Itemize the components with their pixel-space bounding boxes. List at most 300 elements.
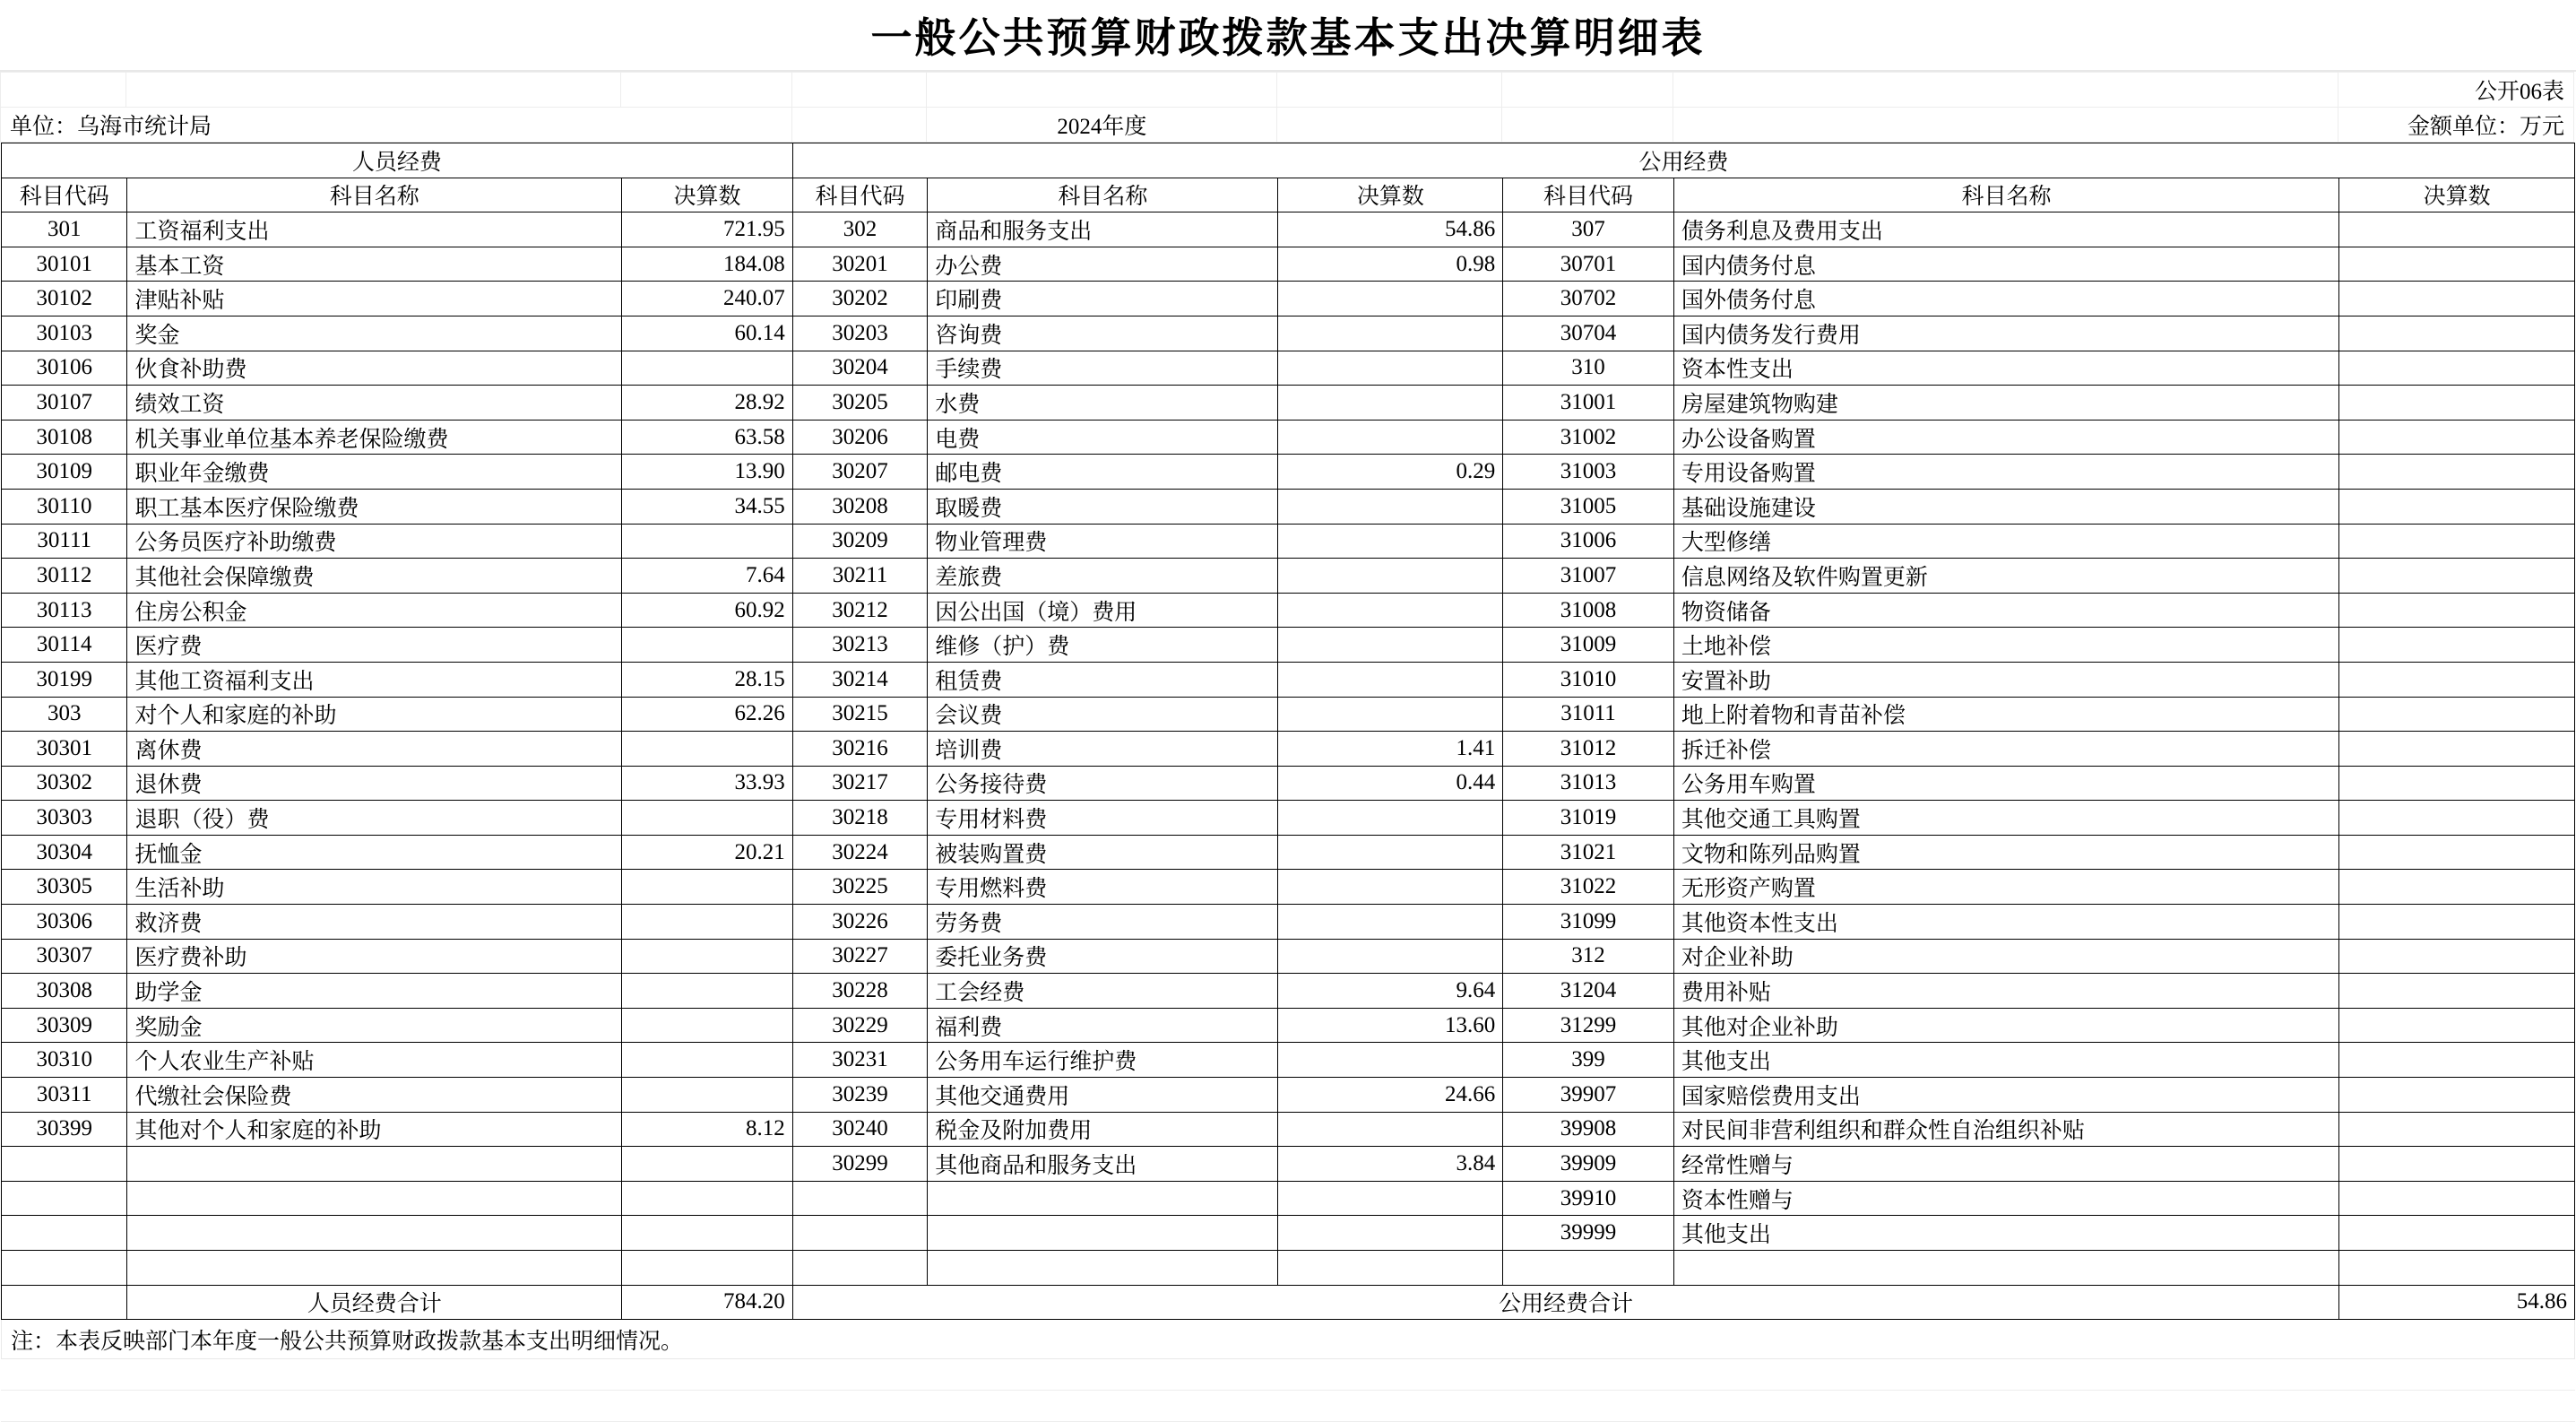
- cell-subject-name: 其他对个人和家庭的补助: [127, 1112, 622, 1147]
- cell-final-amount: [2339, 420, 2575, 455]
- table-row: [2, 1147, 2575, 1182]
- cell-subject-code: 30306: [2, 905, 127, 940]
- cell-subject-name: [127, 1147, 622, 1182]
- cell-final-amount: [622, 939, 793, 974]
- cell-subject-code: 31022: [1503, 870, 1674, 905]
- table-row: [2, 974, 2575, 1009]
- cell-final-amount: 13.60: [1278, 1008, 1503, 1043]
- cell-subject-name: 助学金: [127, 974, 622, 1009]
- cell-subject-code: 30214: [792, 662, 927, 697]
- cell-subject-name: 医疗费: [127, 628, 622, 663]
- cell-subject-name: 代缴社会保险费: [127, 1078, 622, 1113]
- cell-subject-name: 离休费: [127, 732, 622, 767]
- cell-subject-code: 30112: [2, 559, 127, 594]
- cell-subject-code: 30113: [2, 593, 127, 628]
- meta-row-form-number: [1, 73, 2574, 108]
- cell-final-amount: [2339, 766, 2575, 801]
- cell-final-amount: 60.92: [622, 593, 793, 628]
- cell-subject-code: 30308: [2, 974, 127, 1009]
- cell-final-amount: [1278, 386, 1503, 421]
- table-row: [2, 1216, 2575, 1251]
- cell-final-amount: [622, 905, 793, 940]
- table-row: [2, 939, 2575, 974]
- cell-subject-code: 30307: [2, 939, 127, 974]
- cell-subject-code: 30228: [792, 974, 927, 1009]
- cell-subject-code: 30302: [2, 766, 127, 801]
- page-title: 一般公共预算财政拨款基本支出决算明细表: [870, 15, 1706, 61]
- cell-final-amount: [2339, 593, 2575, 628]
- cell-subject-name: 国外债务付息: [1673, 282, 2338, 316]
- meta-row-unit-year: [1, 108, 2574, 143]
- cell-subject-name: 其他对企业补助: [1673, 1008, 2338, 1043]
- cell-subject-code: 30110: [2, 489, 127, 524]
- cell-subject-name: 维修（护）费: [928, 628, 1278, 663]
- form-number: 公开06表: [2338, 73, 2574, 108]
- cell-final-amount: [622, 1008, 793, 1043]
- cell-subject-name: 职业年金缴费: [127, 455, 622, 490]
- cell-final-amount: [2339, 1078, 2575, 1113]
- cell-final-amount: 7.64: [622, 559, 793, 594]
- meta-blank: [927, 73, 1277, 108]
- cell-subject-name: 公务员医疗补助缴费: [127, 524, 622, 559]
- col-header-name-2: 科目名称: [928, 178, 1278, 212]
- cell-subject-code: 30226: [792, 905, 927, 940]
- table-row: [2, 628, 2575, 663]
- cell-final-amount: [2339, 386, 2575, 421]
- cell-final-amount: 62.26: [622, 697, 793, 732]
- title-band: [0, 0, 2576, 72]
- cell-subject-name: [127, 1181, 622, 1216]
- table-row: [2, 282, 2575, 316]
- col-header-amount-3: 决算数: [2339, 178, 2575, 212]
- group-header-row: [2, 143, 2575, 178]
- cell-subject-name: 土地补偿: [1673, 628, 2338, 663]
- cell-subject-name: 伙食补助费: [127, 351, 622, 386]
- table-row: [2, 386, 2575, 421]
- cell-subject-code: 39908: [1503, 1112, 1674, 1147]
- cell-subject-code: 30225: [792, 870, 927, 905]
- cell-subject-code: 30304: [2, 835, 127, 870]
- cell-subject-code: [792, 1216, 927, 1251]
- cell-final-amount: [2339, 351, 2575, 386]
- cell-subject-name: 取暖费: [928, 489, 1278, 524]
- cell-final-amount: [622, 974, 793, 1009]
- cell-subject-code: 30207: [792, 455, 927, 490]
- cell-final-amount: [2339, 628, 2575, 663]
- cell-subject-code: 30208: [792, 489, 927, 524]
- cell-final-amount: [1278, 593, 1503, 628]
- cell-subject-name: 费用补贴: [1673, 974, 2338, 1009]
- cell-final-amount: [622, 870, 793, 905]
- col-header-amount-1: 决算数: [622, 178, 793, 212]
- cell-subject-code: [2, 1147, 127, 1182]
- cell-subject-name: 医疗费补助: [127, 939, 622, 974]
- table-row: [2, 732, 2575, 767]
- cell-subject-name: 生活补助: [127, 870, 622, 905]
- cell-final-amount: [1278, 835, 1503, 870]
- cell-subject-name: 商品和服务支出: [928, 212, 1278, 247]
- table-row: [2, 247, 2575, 282]
- cell-subject-name: [127, 1216, 622, 1251]
- cell-subject-code: 30201: [792, 247, 927, 282]
- cell-subject-code: 30209: [792, 524, 927, 559]
- unit-label: 单位：乌海市统计局: [1, 108, 792, 143]
- cell-final-amount: [2339, 974, 2575, 1009]
- cell-subject-code: 30399: [2, 1112, 127, 1147]
- cell-subject-name: 福利费: [928, 1008, 1278, 1043]
- totals-blank: [2, 1285, 127, 1320]
- cell-subject-name: 住房公积金: [127, 593, 622, 628]
- cell-final-amount: [2339, 524, 2575, 559]
- cell-subject-code: 30239: [792, 1078, 927, 1113]
- table-row: [2, 1008, 2575, 1043]
- cell-subject-name: 咨询费: [928, 316, 1278, 351]
- cell-subject-name: 津贴补贴: [127, 282, 622, 316]
- cell-subject-code: 310: [1503, 351, 1674, 386]
- cell-final-amount: [1278, 905, 1503, 940]
- fiscal-year: 2024年度: [927, 108, 1277, 143]
- cell-subject-name: 租赁费: [928, 662, 1278, 697]
- cell-subject-name: [928, 1251, 1278, 1286]
- cell-subject-code: 30704: [1503, 316, 1674, 351]
- cell-subject-code: 30240: [792, 1112, 927, 1147]
- cell-final-amount: 9.64: [1278, 974, 1503, 1009]
- cell-final-amount: [2339, 835, 2575, 870]
- cell-subject-code: 31099: [1503, 905, 1674, 940]
- cell-subject-code: 31002: [1503, 420, 1674, 455]
- col-header-amount-2: 决算数: [1278, 178, 1503, 212]
- table-row: [2, 697, 2575, 732]
- cell-subject-code: 399: [1503, 1043, 1674, 1078]
- cell-subject-code: 31008: [1503, 593, 1674, 628]
- cell-final-amount: [2339, 905, 2575, 940]
- cell-final-amount: [1278, 351, 1503, 386]
- public-total-value: 54.86: [2339, 1285, 2575, 1320]
- cell-subject-name: 其他商品和服务支出: [928, 1147, 1278, 1182]
- personnel-total-value: 784.20: [622, 1285, 793, 1320]
- cell-subject-code: 30231: [792, 1043, 927, 1078]
- cell-subject-name: 奖励金: [127, 1008, 622, 1043]
- cell-subject-name: [928, 1181, 1278, 1216]
- cell-subject-code: 30215: [792, 697, 927, 732]
- cell-subject-name: 邮电费: [928, 455, 1278, 490]
- cell-subject-code: 30106: [2, 351, 127, 386]
- cell-subject-code: 30202: [792, 282, 927, 316]
- cell-final-amount: [2339, 870, 2575, 905]
- totals-row: [2, 1285, 2575, 1320]
- cell-final-amount: [1278, 628, 1503, 663]
- table-body: [2, 212, 2575, 1285]
- cell-final-amount: [2339, 489, 2575, 524]
- cell-final-amount: [2339, 1147, 2575, 1182]
- cell-subject-code: 30107: [2, 386, 127, 421]
- cell-final-amount: [622, 628, 793, 663]
- table-row: [2, 835, 2575, 870]
- cell-final-amount: [1278, 1181, 1503, 1216]
- public-total-label: 公用经费合计: [792, 1285, 2338, 1320]
- cell-final-amount: 33.93: [622, 766, 793, 801]
- cell-subject-name: 电费: [928, 420, 1278, 455]
- cell-subject-name: 工资福利支出: [127, 212, 622, 247]
- cell-final-amount: [1278, 282, 1503, 316]
- cell-subject-code: 30204: [792, 351, 927, 386]
- cell-final-amount: 34.55: [622, 489, 793, 524]
- cell-subject-name: 其他交通费用: [928, 1078, 1278, 1113]
- filler-row: [1, 1391, 2575, 1422]
- cell-subject-code: 31204: [1503, 974, 1674, 1009]
- cell-subject-name: 基础设施建设: [1673, 489, 2338, 524]
- cell-subject-name: 其他交通工具购置: [1673, 801, 2338, 836]
- col-header-code-1: 科目代码: [2, 178, 127, 212]
- cell-subject-name: 水费: [928, 386, 1278, 421]
- cell-final-amount: 54.86: [1278, 212, 1503, 247]
- cell-final-amount: [2339, 697, 2575, 732]
- cell-subject-code: 31010: [1503, 662, 1674, 697]
- col-header-name-3: 科目名称: [1673, 178, 2338, 212]
- cell-final-amount: [1278, 1043, 1503, 1078]
- cell-final-amount: [622, 1216, 793, 1251]
- cell-subject-name: 办公设备购置: [1673, 420, 2338, 455]
- cell-subject-code: 30218: [792, 801, 927, 836]
- cell-subject-name: 职工基本医疗保险缴费: [127, 489, 622, 524]
- cell-final-amount: [1278, 316, 1503, 351]
- cell-subject-name: [1673, 1251, 2338, 1286]
- table-row: [2, 524, 2575, 559]
- cell-subject-code: 30205: [792, 386, 927, 421]
- cell-subject-name: 会议费: [928, 697, 1278, 732]
- cell-subject-code: 30212: [792, 593, 927, 628]
- cell-subject-name: 地上附着物和青苗补偿: [1673, 697, 2338, 732]
- cell-subject-name: 奖金: [127, 316, 622, 351]
- cell-subject-name: 因公出国（境）费用: [928, 593, 1278, 628]
- col-header-code-2: 科目代码: [792, 178, 927, 212]
- meta-blank: [1673, 108, 2338, 143]
- budget-detail-table: [1, 143, 2575, 1320]
- meta-blank: [1502, 73, 1673, 108]
- cell-subject-code: 31006: [1503, 524, 1674, 559]
- cell-final-amount: 13.90: [622, 455, 793, 490]
- cell-subject-name: 资本性支出: [1673, 351, 2338, 386]
- cell-subject-code: 31001: [1503, 386, 1674, 421]
- cell-subject-name: 文物和陈列品购置: [1673, 835, 2338, 870]
- table-row: [2, 316, 2575, 351]
- meta-blank: [1277, 108, 1502, 143]
- cell-final-amount: 28.92: [622, 386, 793, 421]
- cell-subject-code: [2, 1251, 127, 1286]
- cell-subject-name: 其他资本性支出: [1673, 905, 2338, 940]
- cell-final-amount: [2339, 1216, 2575, 1251]
- cell-subject-name: 公务用车购置: [1673, 766, 2338, 801]
- meta-blank: [1673, 73, 2338, 108]
- cell-subject-name: 经常性赠与: [1673, 1147, 2338, 1182]
- cell-final-amount: 0.98: [1278, 247, 1503, 282]
- cell-subject-name: 专用设备购置: [1673, 455, 2338, 490]
- cell-final-amount: [2339, 1043, 2575, 1078]
- table-row: [2, 766, 2575, 801]
- cell-final-amount: 184.08: [622, 247, 793, 282]
- cell-subject-code: 31299: [1503, 1008, 1674, 1043]
- cell-subject-name: 对民间非营利组织和群众性自治组织补贴: [1673, 1112, 2338, 1147]
- cell-final-amount: [1278, 662, 1503, 697]
- cell-subject-name: 对企业补助: [1673, 939, 2338, 974]
- column-header-row: [2, 178, 2575, 212]
- footnote: 注：本表反映部门本年度一般公共预算财政拨款基本支出明细情况。: [1, 1320, 2575, 1359]
- cell-subject-name: 专用材料费: [928, 801, 1278, 836]
- cell-subject-code: 302: [792, 212, 927, 247]
- cell-final-amount: 240.07: [622, 282, 793, 316]
- cell-final-amount: 60.14: [622, 316, 793, 351]
- col-header-code-3: 科目代码: [1503, 178, 1674, 212]
- cell-final-amount: [1278, 1251, 1503, 1286]
- cell-subject-code: 307: [1503, 212, 1674, 247]
- cell-final-amount: [1278, 524, 1503, 559]
- cell-subject-code: 39999: [1503, 1216, 1674, 1251]
- cell-subject-code: 30224: [792, 835, 927, 870]
- table-row: [2, 1043, 2575, 1078]
- table-row: [2, 351, 2575, 386]
- cell-final-amount: 24.66: [1278, 1078, 1503, 1113]
- table-row: [2, 662, 2575, 697]
- cell-subject-name: 对个人和家庭的补助: [127, 697, 622, 732]
- cell-subject-code: 31013: [1503, 766, 1674, 801]
- cell-final-amount: [2339, 282, 2575, 316]
- cell-subject-code: 30305: [2, 870, 127, 905]
- cell-subject-name: 公务接待费: [928, 766, 1278, 801]
- cell-subject-code: 30114: [2, 628, 127, 663]
- cell-final-amount: [2339, 212, 2575, 247]
- table-row: [2, 455, 2575, 490]
- cell-final-amount: [2339, 1008, 2575, 1043]
- meta-grid: [0, 72, 2574, 143]
- cell-subject-code: 30310: [2, 1043, 127, 1078]
- cell-subject-code: 30101: [2, 247, 127, 282]
- cell-subject-name: [928, 1216, 1278, 1251]
- cell-subject-name: 办公费: [928, 247, 1278, 282]
- cell-final-amount: [1278, 489, 1503, 524]
- cell-subject-code: 30213: [792, 628, 927, 663]
- cell-final-amount: [622, 801, 793, 836]
- personnel-total-label: 人员经费合计: [127, 1285, 622, 1320]
- cell-final-amount: [1278, 939, 1503, 974]
- cell-subject-name: 工会经费: [928, 974, 1278, 1009]
- table-row: [2, 489, 2575, 524]
- cell-subject-name: 其他支出: [1673, 1043, 2338, 1078]
- cell-final-amount: [2339, 559, 2575, 594]
- cell-subject-name: 培训费: [928, 732, 1278, 767]
- cell-subject-code: 39907: [1503, 1078, 1674, 1113]
- table-row: [2, 1078, 2575, 1113]
- cell-final-amount: [622, 732, 793, 767]
- cell-subject-name: 个人农业生产补贴: [127, 1043, 622, 1078]
- cell-subject-code: 31003: [1503, 455, 1674, 490]
- table-row: [2, 1251, 2575, 1286]
- cell-subject-name: 其他工资福利支出: [127, 662, 622, 697]
- cell-final-amount: [2339, 247, 2575, 282]
- cell-subject-code: 30299: [792, 1147, 927, 1182]
- cell-subject-name: 专用燃料费: [928, 870, 1278, 905]
- cell-subject-code: [1503, 1251, 1674, 1286]
- cell-final-amount: [2339, 801, 2575, 836]
- cell-final-amount: [2339, 1251, 2575, 1286]
- cell-subject-code: 30103: [2, 316, 127, 351]
- cell-subject-name: [127, 1251, 622, 1286]
- cell-subject-code: 30702: [1503, 282, 1674, 316]
- cell-subject-name: 被装购置费: [928, 835, 1278, 870]
- cell-subject-name: 差旅费: [928, 559, 1278, 594]
- cell-final-amount: [1278, 697, 1503, 732]
- cell-subject-code: 30227: [792, 939, 927, 974]
- cell-subject-name: 其他支出: [1673, 1216, 2338, 1251]
- cell-subject-name: 物业管理费: [928, 524, 1278, 559]
- cell-subject-name: 国内债务发行费用: [1673, 316, 2338, 351]
- cell-subject-name: 基本工资: [127, 247, 622, 282]
- group-header-public: 公用经费: [792, 143, 2574, 178]
- cell-subject-name: 税金及附加费用: [928, 1112, 1278, 1147]
- table-row: [2, 559, 2575, 594]
- cell-subject-code: [792, 1251, 927, 1286]
- cell-subject-name: 公务用车运行维护费: [928, 1043, 1278, 1078]
- cell-final-amount: 28.15: [622, 662, 793, 697]
- cell-subject-code: 31012: [1503, 732, 1674, 767]
- cell-subject-name: 退休费: [127, 766, 622, 801]
- cell-final-amount: [622, 524, 793, 559]
- cell-final-amount: [2339, 939, 2575, 974]
- filler-row: [1, 1359, 2575, 1391]
- cell-subject-code: 30199: [2, 662, 127, 697]
- cell-subject-code: 31007: [1503, 559, 1674, 594]
- meta-blank: [1277, 73, 1502, 108]
- cell-subject-code: 30303: [2, 801, 127, 836]
- cell-subject-name: 印刷费: [928, 282, 1278, 316]
- cell-subject-name: 信息网络及软件购置更新: [1673, 559, 2338, 594]
- cell-subject-name: 救济费: [127, 905, 622, 940]
- cell-subject-name: 国内债务付息: [1673, 247, 2338, 282]
- cell-subject-name: 资本性赠与: [1673, 1181, 2338, 1216]
- cell-subject-code: 30301: [2, 732, 127, 767]
- cell-subject-code: 301: [2, 212, 127, 247]
- group-header-personnel: 人员经费: [2, 143, 793, 178]
- cell-subject-code: 31011: [1503, 697, 1674, 732]
- cell-final-amount: [622, 1078, 793, 1113]
- cell-subject-name: 房屋建筑物购建: [1673, 386, 2338, 421]
- cell-subject-code: 30211: [792, 559, 927, 594]
- cell-subject-code: 39910: [1503, 1181, 1674, 1216]
- cell-subject-name: 绩效工资: [127, 386, 622, 421]
- cell-final-amount: [622, 1043, 793, 1078]
- cell-subject-name: 手续费: [928, 351, 1278, 386]
- cell-subject-code: 30109: [2, 455, 127, 490]
- cell-subject-code: 30206: [792, 420, 927, 455]
- cell-final-amount: [1278, 1112, 1503, 1147]
- cell-subject-code: 30309: [2, 1008, 127, 1043]
- cell-subject-code: 31019: [1503, 801, 1674, 836]
- cell-final-amount: [1278, 420, 1503, 455]
- cell-final-amount: [622, 1181, 793, 1216]
- cell-subject-code: 31009: [1503, 628, 1674, 663]
- cell-final-amount: 0.29: [1278, 455, 1503, 490]
- cell-final-amount: [622, 1251, 793, 1286]
- cell-subject-name: 债务利息及费用支出: [1673, 212, 2338, 247]
- cell-final-amount: 721.95: [622, 212, 793, 247]
- cell-subject-code: [2, 1181, 127, 1216]
- table-row: [2, 905, 2575, 940]
- table-row: [2, 420, 2575, 455]
- cell-subject-name: 无形资产购置: [1673, 870, 2338, 905]
- cell-subject-code: 30216: [792, 732, 927, 767]
- cell-final-amount: [2339, 1181, 2575, 1216]
- cell-subject-code: 31005: [1503, 489, 1674, 524]
- cell-final-amount: [1278, 559, 1503, 594]
